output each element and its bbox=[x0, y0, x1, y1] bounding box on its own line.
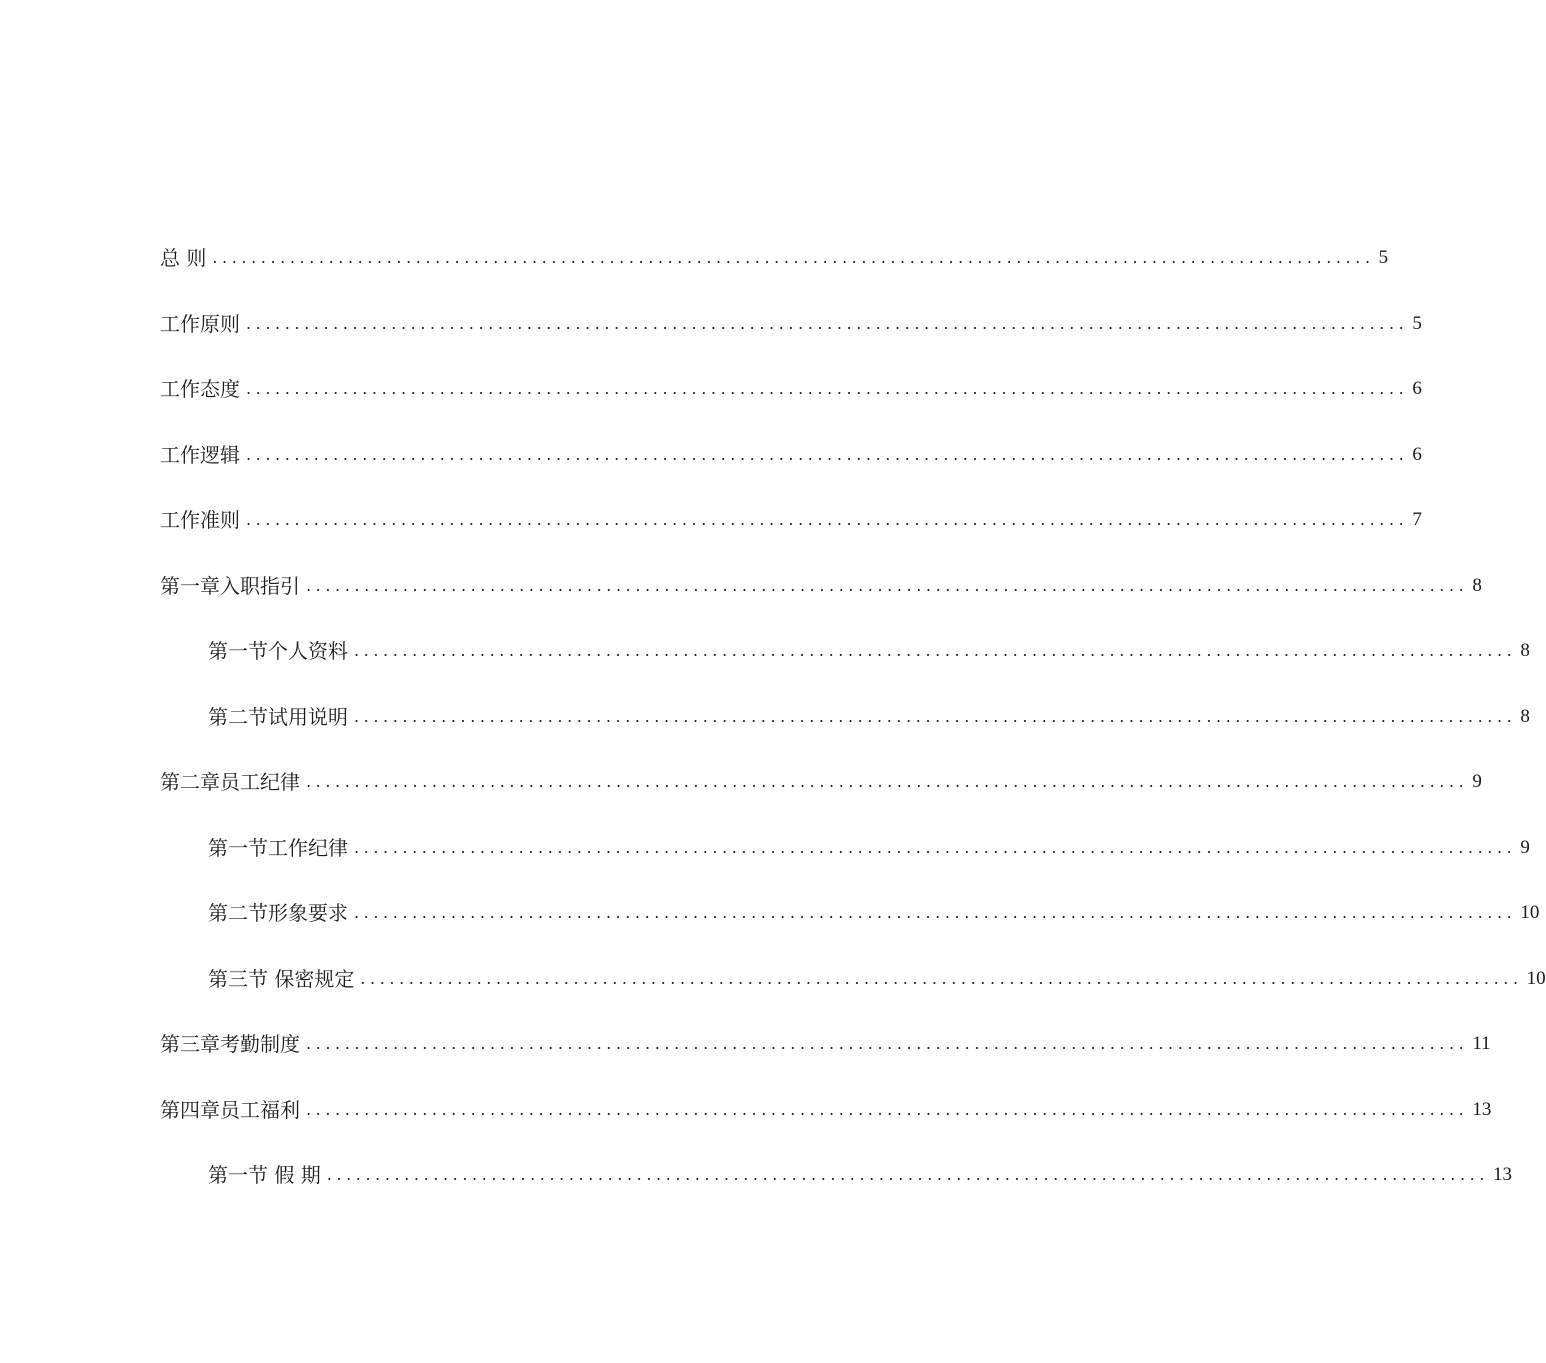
toc-page-number: 6 bbox=[1412, 444, 1422, 465]
toc-entry-title: 第一节 假 期 bbox=[208, 1163, 321, 1187]
toc-entry-title: 第三节 保密规定 bbox=[208, 967, 355, 991]
toc-entry-title: 第二节形象要求 bbox=[208, 901, 348, 925]
toc-entry[interactable] bbox=[160, 1024, 1491, 1058]
toc-entry[interactable] bbox=[208, 631, 1530, 665]
toc-page-number: 5 bbox=[1378, 247, 1389, 268]
toc-page-number: 7 bbox=[1412, 509, 1422, 530]
toc-page-number: 13 bbox=[1493, 1164, 1513, 1185]
toc-dot-leader: ........................................................................................................................ bbox=[246, 445, 1409, 464]
toc-entry[interactable] bbox=[160, 435, 1422, 469]
toc-dot-leader: ........................................................................................................................ bbox=[246, 510, 1409, 529]
toc-entry[interactable] bbox=[160, 369, 1422, 403]
toc-entry[interactable] bbox=[208, 959, 1546, 993]
toc-page-number: 8 bbox=[1472, 575, 1482, 596]
toc-dot-leader: ........................................................................................................................ bbox=[246, 379, 1409, 398]
toc-dot-leader: ........................................................................................................................ bbox=[354, 707, 1517, 726]
toc-dot-leader: ........................................................................................................................ bbox=[306, 576, 1469, 595]
toc-entry-title: 第三章考勤制度 bbox=[160, 1032, 300, 1056]
toc-entry-title: 工作逻辑 bbox=[160, 443, 240, 467]
toc-page-number: 9 bbox=[1520, 837, 1530, 858]
toc-entry-title: 第一章入职指引 bbox=[160, 574, 300, 598]
toc-dot-leader: ........................................................................................................................ bbox=[306, 772, 1469, 791]
toc-entry-title: 工作态度 bbox=[160, 377, 240, 401]
toc-dot-leader: ........................................................................................................................ bbox=[360, 969, 1523, 988]
toc-entry[interactable] bbox=[160, 238, 1389, 272]
toc-entry[interactable] bbox=[160, 500, 1422, 534]
toc-entry-title: 第一节工作纪律 bbox=[208, 836, 348, 860]
toc-entry[interactable] bbox=[208, 828, 1530, 862]
toc-page-number: 10 bbox=[1526, 968, 1546, 989]
toc-entry[interactable] bbox=[208, 893, 1540, 927]
toc-page-number: 8 bbox=[1520, 706, 1530, 727]
toc-entry[interactable] bbox=[208, 697, 1530, 731]
toc-entry-title: 工作准则 bbox=[160, 508, 240, 532]
toc-entry[interactable] bbox=[160, 304, 1422, 338]
toc-dot-leader: ........................................................................................................................ bbox=[326, 1165, 1490, 1184]
toc-dot-leader: ........................................................................................................................ bbox=[354, 838, 1517, 857]
toc-entry-title: 第四章员工福利 bbox=[160, 1098, 300, 1122]
toc-entry[interactable] bbox=[160, 1090, 1492, 1124]
toc-page-number: 11 bbox=[1472, 1033, 1491, 1054]
toc-dot-leader: ........................................................................................................................ bbox=[246, 314, 1409, 333]
toc-entry[interactable] bbox=[160, 566, 1482, 600]
toc-dot-leader: ........................................................................................................................ bbox=[306, 1034, 1469, 1053]
toc-entry-title: 工作原则 bbox=[160, 312, 240, 336]
toc-page-number: 6 bbox=[1412, 378, 1422, 399]
toc-dot-leader: ........................................................................................................................ bbox=[306, 1100, 1469, 1119]
toc-page-number: 9 bbox=[1472, 771, 1482, 792]
toc-entry[interactable] bbox=[208, 1155, 1513, 1189]
toc-dot-leader: ........................................................................................................................ bbox=[212, 248, 1375, 267]
toc-page-number: 5 bbox=[1412, 313, 1422, 334]
toc-entry[interactable] bbox=[160, 762, 1482, 796]
toc-entry-title: 第二章员工纪律 bbox=[160, 770, 300, 794]
toc-page-number: 10 bbox=[1520, 902, 1540, 923]
toc-dot-leader: ........................................................................................................................ bbox=[354, 641, 1517, 660]
toc-dot-leader: ........................................................................................................................ bbox=[354, 903, 1517, 922]
toc-page-number: 13 bbox=[1472, 1099, 1492, 1120]
toc-entry-title: 总 则 bbox=[160, 246, 207, 270]
toc-entry-title: 第一节个人资料 bbox=[208, 639, 348, 663]
toc-entry-title: 第二节试用说明 bbox=[208, 705, 348, 729]
toc-page-number: 8 bbox=[1520, 640, 1530, 661]
